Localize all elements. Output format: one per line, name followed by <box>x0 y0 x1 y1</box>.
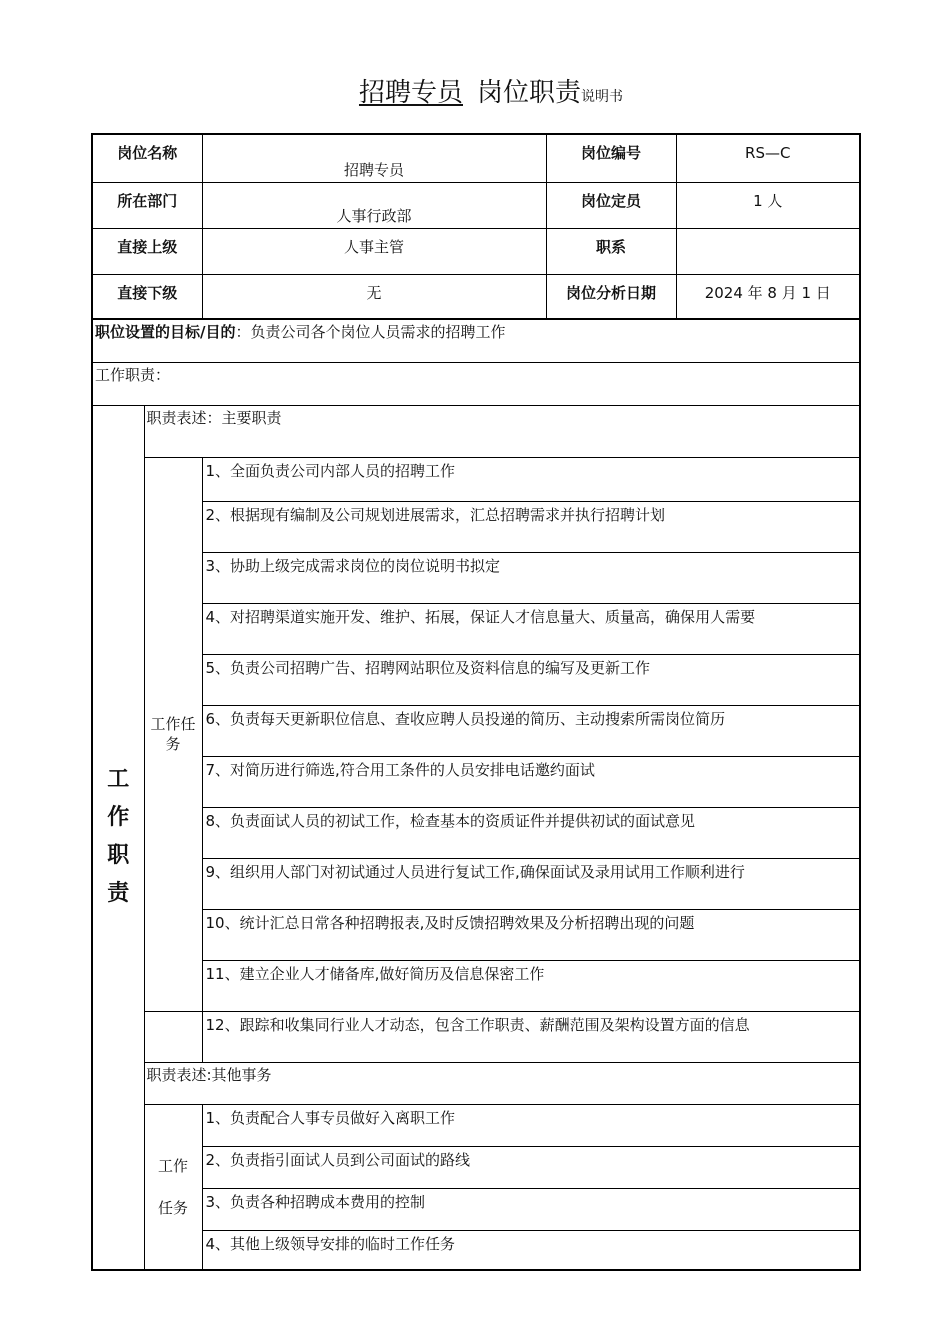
job-family-value <box>676 228 860 274</box>
other-task-2: 2、负责指引面试人员到公司面试的路线 <box>202 1146 860 1188</box>
other-duties-desc: 职责表述:其他事务 <box>144 1062 860 1104</box>
other-task-label-2: 任务 <box>158 1198 189 1217</box>
other-task-3: 3、负责各种招聘成本费用的控制 <box>202 1188 860 1230</box>
main-task-10: 10、统计汇总日常各种招聘报表,及时反馈招聘效果及分析招聘出现的问题 <box>202 909 860 960</box>
objective-label: 职位设置的目标/目的 <box>95 323 236 341</box>
title-position: 招聘专员 <box>358 78 463 108</box>
analysis-date-label: 岗位分析日期 <box>546 274 676 319</box>
duties-section-text: 工作职责 <box>107 767 130 907</box>
other-task-4: 4、其他上级领导安排的临时工作任务 <box>202 1230 860 1270</box>
department-value: 人事行政部 <box>202 182 546 228</box>
main-task-5: 5、负责公司招聘广告、招聘网站职位及资料信息的编写及更新工作 <box>202 654 860 705</box>
duties-header: 工作职责： <box>92 362 860 405</box>
analysis-date-value: 2024 年 8 月 1 日 <box>676 274 860 319</box>
main-task-2: 2、根据现有编制及公司规划进展需求，汇总招聘需求并执行招聘计划 <box>202 501 860 552</box>
position-code-value: RS—C <box>676 134 860 182</box>
job-family-label: 职系 <box>546 228 676 274</box>
main-task-12: 12、跟踪和收集同行业人才动态，包含工作职责、薪酬范围及架构设置方面的信息 <box>202 1011 860 1062</box>
main-task-3: 3、协助上级完成需求岗位的岗位说明书拟定 <box>202 552 860 603</box>
department-label: 所在部门 <box>92 182 202 228</box>
duties-section-label <box>92 405 144 1270</box>
main-task-7: 7、对简历进行筛选,符合用工条件的人员安排电话邀约面试 <box>202 756 860 807</box>
main-task-9: 9、组织用人部门对初试通过人员进行复试工作,确保面试及录用试用工作顺利进行 <box>202 858 860 909</box>
objective-row <box>92 319 860 362</box>
position-code-label: 岗位编号 <box>546 134 676 182</box>
superior-value: 人事主管 <box>202 228 546 274</box>
main-task-label <box>144 457 202 1011</box>
superior-label: 直接上级 <box>92 228 202 274</box>
document-title <box>0 72 950 109</box>
main-task-8: 8、负责面试人员的初试工作，检查基本的资质证件并提供初试的面试意见 <box>202 807 860 858</box>
other-task-label-1: 工作 <box>158 1156 189 1175</box>
position-name-value: 招聘专员 <box>202 134 546 182</box>
other-task-label <box>144 1104 202 1270</box>
headcount-value: 1 人 <box>676 182 860 228</box>
headcount-label: 岗位定员 <box>546 182 676 228</box>
main-task-label-text: 工作任务 <box>150 715 196 753</box>
subordinate-label: 直接下级 <box>92 274 202 319</box>
main-task-1: 1、全面负责公司内部人员的招聘工作 <box>202 457 860 501</box>
job-description-table <box>91 133 861 1271</box>
main-task-12-label-cell <box>144 1011 202 1062</box>
other-task-1: 1、负责配合人事专员做好入离职工作 <box>202 1104 860 1146</box>
main-task-4: 4、对招聘渠道实施开发、维护、拓展，保证人才信息量大、质量高，确保用人需要 <box>202 603 860 654</box>
main-duties-desc: 职责表述：主要职责 <box>144 405 860 457</box>
title-main: 岗位职责 <box>477 78 582 108</box>
main-task-6: 6、负责每天更新职位信息、查收应聘人员投递的简历、主动搜索所需岗位简历 <box>202 705 860 756</box>
objective-text: ：负责公司各个岗位人员需求的招聘工作 <box>235 323 506 341</box>
position-name-label: 岗位名称 <box>92 134 202 182</box>
main-task-11: 11、建立企业人才储备库,做好简历及信息保密工作 <box>202 960 860 1011</box>
title-suffix: 说明书 <box>581 89 624 105</box>
subordinate-value: 无 <box>202 274 546 319</box>
